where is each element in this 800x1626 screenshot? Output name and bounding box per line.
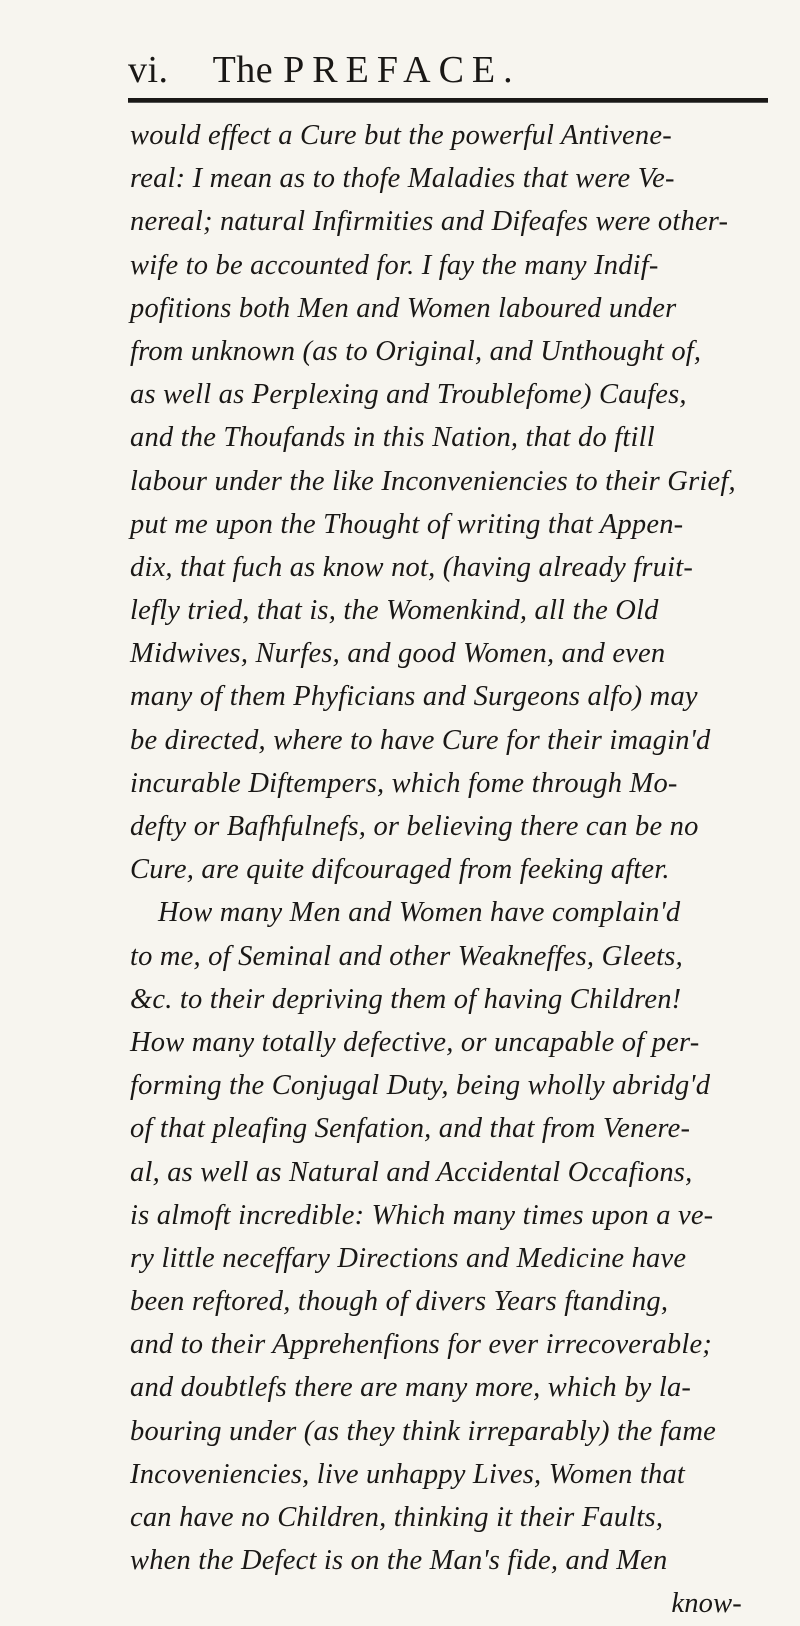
running-title-preface: PREFACE. [283, 49, 521, 91]
text-line: Cure, are quite difcouraged from feeking after. [130, 854, 670, 886]
text-line: been reftored, though of divers Years ftanding, [130, 1286, 669, 1318]
text-line: Midwives, Nurfes, and good Women, and even [130, 638, 666, 670]
page-number: vi. [128, 49, 169, 91]
text-line: forming the Conjugal Duty, being wholly abridg'd [130, 1070, 711, 1102]
text-line: How many totally defective, or uncapable of per- [130, 1026, 700, 1058]
text-line: wife to be accounted for. I fay the many Indif- [130, 249, 659, 281]
text-line: would effect a Cure but the powerful Antivene- [130, 120, 672, 151]
text-line: many of them Phyficians and Surgeons alfo) may [130, 681, 698, 713]
text-line: labour under the like Inconveniencies to their Grief, [130, 465, 736, 497]
text-line: from unknown (as to Original, and Unthought of, [130, 335, 702, 367]
text-line: ry little neceffary Directions and Medicine have [130, 1242, 687, 1274]
text-line: incurable Diftempers, which fome through Mo- [130, 767, 678, 799]
text-line: lefly tried, that is, the Womenkind, all the Old [130, 595, 659, 627]
text-line: bouring under (as they think irreparably) the fame [130, 1415, 716, 1447]
text-line: defty or Bafhfulnefs, or believing there can be no [130, 811, 699, 842]
text-line: nereal; natural Infirmities and Difeafes were other- [130, 206, 729, 238]
text-line: dix, that fuch as know not, (having already fruit- [130, 551, 694, 583]
text-line: to me, of Seminal and other Weakneffes, Gleets, [130, 940, 683, 972]
text-line: How many Men and Women have complain'd [158, 897, 681, 929]
header-rule [128, 98, 768, 103]
text-line: &c. to their depriving them of having Children! [130, 983, 682, 1015]
text-line: pofitions both Men and Women laboured under [130, 292, 677, 324]
catchword: know- [671, 1588, 742, 1620]
text-line: is almoft incredible: Which many times upon a ve- [130, 1199, 714, 1231]
text-line: of that pleafing Senfation, and that from Venere- [130, 1113, 691, 1145]
text-line: put me upon the Thought of writing that Appen- [130, 508, 684, 540]
text-line: and doubtlefs there are many more, which by la- [130, 1372, 692, 1404]
text-line: and to their Apprehenfions for ever irrecoverable; [130, 1329, 712, 1361]
text-line: when the Defect is on the Man's fide, and Men [130, 1545, 668, 1577]
text-line: can have no Children, thinking it their Faults, [130, 1502, 664, 1533]
text-line: al, as well as Natural and Accidental Occafions, [130, 1156, 693, 1188]
body-text [130, 114, 770, 1626]
text-line: Incoveniencies, live unhappy Lives, Women that [130, 1458, 686, 1490]
text-line: as well as Perplexing and Troublefome) Caufes, [130, 379, 687, 411]
text-line: and the Thoufands in this Nation, that do ftill [130, 422, 655, 454]
running-title-the: The [212, 49, 274, 91]
running-title [213, 48, 521, 92]
text-line: real: I mean as to thofe Maladies that were Ve- [130, 163, 675, 195]
text-line: be directed, where to have Cure for their imagin'd [130, 724, 711, 756]
